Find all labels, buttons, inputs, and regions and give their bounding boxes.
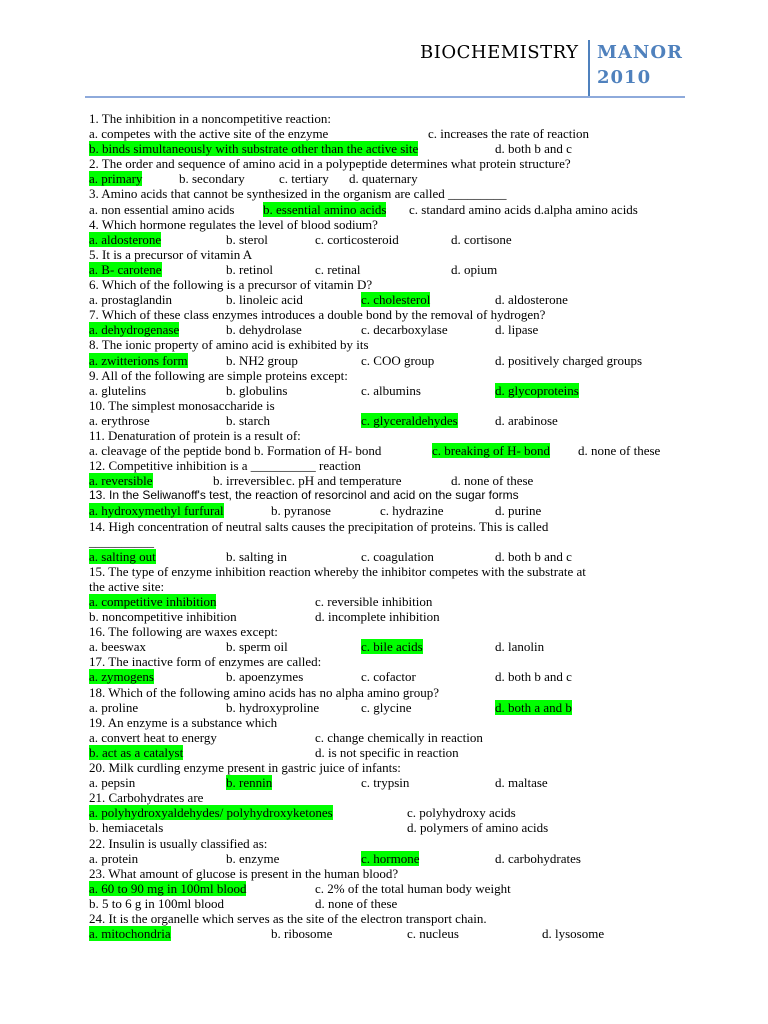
- text-line: [89, 428, 689, 443]
- header-rule: [85, 96, 685, 98]
- highlighted-answer: b. essential amino acids: [263, 201, 387, 217]
- text-segment: b. hemiacetals: [89, 820, 164, 836]
- text-segment: d. is not specific in reaction: [315, 744, 459, 760]
- highlighted-answer: a. primary: [89, 171, 143, 187]
- text-segment: b. linoleic acid: [226, 292, 303, 308]
- text-line: [89, 745, 689, 760]
- text-segment: 24. It is the organelle which serves as the site of the electron transport chain.: [89, 910, 487, 926]
- text-segment: 15. The type of enzyme inhibition reaction whereby the inhibitor competes with the substrate at: [89, 563, 586, 579]
- text-segment: 8. The ionic property of amino acid is exhibited by its: [89, 337, 369, 353]
- highlighted-answer: a. reversible: [89, 473, 153, 489]
- text-segment: c. standard amino acids d.alpha amino acids: [409, 201, 638, 217]
- text-line: [89, 398, 689, 413]
- text-line: [89, 654, 689, 669]
- text-line: [89, 141, 689, 156]
- text-segment: __________: [89, 533, 154, 549]
- text-line: [89, 639, 689, 654]
- text-segment: 2. The order and sequence of amino acid in a polypeptide determines what protein structure?: [89, 156, 571, 172]
- text-line: [89, 881, 689, 896]
- text-line: [89, 186, 689, 201]
- text-line: [89, 232, 689, 247]
- text-segment: a. cleavage of the peptide bond b. Formation of H- bond: [89, 443, 382, 459]
- text-segment: b. starch: [226, 412, 271, 428]
- text-line: [89, 292, 689, 307]
- text-segment: c. change chemically in reaction: [315, 729, 483, 745]
- text-segment: 18. Which of the following amino acids has no alpha amino group?: [89, 684, 439, 700]
- text-segment: d. none of these: [578, 443, 661, 459]
- text-segment: c. trypsin: [361, 775, 410, 791]
- text-segment: d. both b and c: [495, 548, 572, 564]
- text-line: [89, 685, 689, 700]
- text-line: [89, 488, 689, 503]
- text-segment: a. prostaglandin: [89, 292, 173, 308]
- text-segment: b. ribosome: [271, 926, 333, 942]
- text-line: [89, 775, 689, 790]
- text-line: [89, 247, 689, 262]
- text-segment: d. lanolin: [495, 639, 545, 655]
- header-title: BIOCHEMISTRY: [420, 42, 579, 63]
- text-line: [89, 503, 689, 518]
- text-segment: c. corticosteroid: [315, 231, 399, 247]
- text-segment: b. noncompetitive inhibition: [89, 609, 237, 625]
- text-segment: d. positively charged groups: [495, 352, 643, 368]
- text-segment: a. protein: [89, 850, 139, 866]
- text-segment: c. reversible inhibition: [315, 594, 433, 609]
- text-segment: c. cofactor: [361, 669, 416, 685]
- text-segment: 7. Which of these class enzymes introduces a double bond by the removal of hydrogen?: [89, 307, 546, 323]
- text-line: [89, 519, 689, 534]
- text-segment: c. 2% of the total human body weight: [315, 880, 511, 896]
- highlighted-answer: c. glyceraldehydes: [361, 412, 458, 428]
- highlighted-answer: c. breaking of H- bond: [432, 443, 551, 459]
- text-segment: c. polyhydroxy acids: [407, 805, 516, 821]
- text-line: [89, 337, 689, 352]
- text-segment: b. hydroxyproline: [226, 699, 320, 715]
- text-segment: d. incomplete inhibition: [315, 609, 440, 625]
- text-line: [89, 549, 689, 564]
- text-segment: c. COO group: [361, 352, 435, 368]
- text-segment: b. irreversible: [213, 473, 286, 489]
- text-line: [89, 171, 689, 186]
- highlighted-answer: a. zwitterions form: [89, 352, 188, 368]
- text-segment: b. dehydrolase: [226, 322, 302, 338]
- text-segment: a. convert heat to energy: [89, 729, 217, 745]
- text-segment: 14. High concentration of neutral salts causes the precipitation of proteins. This is called: [89, 518, 549, 534]
- text-segment: 16. The following are waxes except:: [89, 624, 278, 640]
- text-segment: d. cortisone: [451, 231, 512, 247]
- highlighted-answer: a. salting out: [89, 548, 156, 564]
- text-segment: 9. All of the following are simple proteins except:: [89, 367, 348, 383]
- highlighted-answer: a. dehydrogenase: [89, 322, 180, 338]
- text-segment: 3. Amino acids that cannot be synthesized in the organism are called _________: [89, 186, 507, 202]
- text-segment: d. lysosome: [542, 926, 605, 942]
- text-line: [89, 911, 689, 926]
- text-line: [89, 715, 689, 730]
- text-segment: b. secondary: [179, 171, 245, 187]
- highlighted-answer: a. mitochondria: [89, 926, 171, 942]
- text-line: [89, 564, 689, 579]
- text-segment: 5. It is a precursor of vitamin A: [89, 246, 253, 262]
- highlighted-answer: d. glycoproteins: [495, 382, 579, 398]
- text-line: [89, 307, 689, 322]
- text-line: [89, 353, 689, 368]
- text-line: [89, 458, 689, 473]
- text-segment: b. apoenzymes: [226, 669, 304, 685]
- highlighted-answer: c. hormone: [361, 850, 420, 866]
- text-segment: b. salting in: [226, 548, 288, 564]
- highlighted-answer: a. B- carotene: [89, 261, 162, 277]
- text-segment: d. lipase: [495, 322, 539, 338]
- text-line: [89, 624, 689, 639]
- text-line: [89, 217, 689, 232]
- highlighted-answer: a. 60 to 90 mg in 100ml blood: [89, 880, 247, 896]
- text-line: [89, 277, 689, 292]
- text-segment: d. both b and c: [495, 669, 572, 685]
- text-segment: b. globulins: [226, 382, 288, 398]
- text-segment: b. 5 to 6 g in 100ml blood: [89, 895, 225, 911]
- text-segment: a. beeswax: [89, 639, 147, 655]
- text-segment: b. retinol: [226, 261, 273, 277]
- text-segment: 19. An enzyme is a substance which: [89, 714, 278, 730]
- text-segment: 11. Denaturation of protein is a result of:: [89, 427, 301, 443]
- text-segment: 6. Which of the following is a precursor of vitamin D?: [89, 277, 373, 293]
- text-segment: c. tertiary: [279, 171, 329, 187]
- text-line: [89, 866, 689, 881]
- highlighted-answer: c. cholesterol: [361, 292, 431, 308]
- text-line: [89, 790, 689, 805]
- text-segment: b. sperm oil: [226, 639, 288, 655]
- text-segment: 10. The simplest monosaccharide is: [89, 397, 275, 413]
- text-segment: 17. The inactive form of enzymes are called:: [89, 654, 322, 670]
- text-line: [89, 443, 689, 458]
- highlighted-answer: c. bile acids: [361, 639, 423, 655]
- text-segment: d. polymers of amino acids: [407, 820, 549, 836]
- highlighted-answer: b. rennin: [226, 775, 273, 791]
- text-segment: b. sterol: [226, 231, 268, 247]
- text-line: [89, 926, 689, 941]
- highlighted-answer: d. both a and b: [495, 699, 572, 715]
- text-line: [89, 851, 689, 866]
- text-segment: d. maltase: [495, 775, 548, 791]
- text-segment: 22. Insulin is usually classified as:: [89, 835, 268, 851]
- text-line: [89, 156, 689, 171]
- text-line: [89, 760, 689, 775]
- text-segment: a. erythrose: [89, 412, 150, 428]
- text-segment: d. none of these: [451, 473, 534, 489]
- text-line: [89, 126, 689, 141]
- header-divider: [588, 40, 590, 96]
- text-segment: c. nucleus: [407, 926, 459, 942]
- text-segment: b. enzyme: [226, 850, 280, 866]
- highlighted-answer: a. hydroxymethyl furfural: [89, 503, 224, 519]
- text-segment: d. arabinose: [495, 412, 558, 428]
- text-line: [89, 368, 689, 383]
- text-segment: a. glutelins: [89, 382, 147, 398]
- text-segment: d. carbohydrates: [495, 850, 581, 866]
- text-segment: 20. Milk curdling enzyme present in gastric juice of infants:: [89, 760, 401, 776]
- text-line: [89, 383, 689, 398]
- highlighted-answer: a. zymogens: [89, 669, 154, 685]
- text-segment: b. pyranose: [271, 503, 331, 519]
- text-segment: c. retinal: [315, 261, 361, 277]
- text-line: [89, 820, 689, 835]
- highlighted-answer: b. binds simultaneously with substrate other than the active site: [89, 141, 419, 157]
- text-line: [89, 669, 689, 684]
- text-line: [89, 202, 689, 217]
- text-segment: d. none of these: [315, 895, 398, 911]
- header-year: 2010: [597, 67, 652, 88]
- text-segment: the active site:: [89, 578, 165, 594]
- highlighted-answer: a. aldosterone: [89, 231, 162, 247]
- text-segment: a. non essential amino acids: [89, 201, 235, 217]
- text-line: [89, 322, 689, 337]
- text-line: [89, 805, 689, 820]
- text-segment: c. glycine: [361, 699, 412, 715]
- text-segment: d. both b and c: [495, 141, 572, 157]
- text-line: [89, 700, 689, 715]
- text-segment: 21. Carbohydrates are: [89, 790, 204, 806]
- text-segment: d. purine: [495, 503, 542, 519]
- text-segment: c. increases the rate of reaction: [428, 126, 589, 142]
- text-line: [89, 836, 689, 851]
- text-line: [89, 413, 689, 428]
- highlighted-answer: a. competitive inhibition: [89, 594, 217, 609]
- text-segment: a. pepsin: [89, 775, 136, 791]
- text-line: [89, 534, 689, 549]
- text-segment: a. competes with the active site of the enzyme: [89, 126, 329, 142]
- text-segment: c. hydrazine: [380, 503, 444, 519]
- text-segment: b. NH2 group: [226, 352, 298, 368]
- highlighted-answer: b. act as a catalyst: [89, 744, 184, 760]
- text-segment: 23. What amount of glucose is present in the human blood?: [89, 865, 399, 881]
- text-segment: c. albumins: [361, 382, 421, 398]
- text-line: [89, 594, 689, 609]
- text-segment: 13. In the Seliwanoff's test, the reaction of resorcinol and acid on the sugar forms: [89, 488, 519, 503]
- text-segment: d. opium: [451, 261, 498, 277]
- text-segment: a. proline: [89, 699, 139, 715]
- text-line: [89, 473, 689, 488]
- text-line: [89, 609, 689, 624]
- text-segment: 1. The inhibition in a noncompetitive reaction:: [89, 111, 332, 126]
- text-segment: c. coagulation: [361, 548, 434, 564]
- header-author: MANOR: [597, 42, 683, 63]
- text-segment: d. quaternary: [349, 171, 418, 187]
- text-line: [89, 262, 689, 277]
- text-line: [89, 579, 689, 594]
- text-segment: 4. Which hormone regulates the level of blood sodium?: [89, 216, 378, 232]
- text-segment: c. decarboxylase: [361, 322, 448, 338]
- text-line: [89, 730, 689, 745]
- highlighted-answer: a. polyhydroxyaldehydes/ polyhydroxyketones: [89, 805, 333, 821]
- quiz-content: [89, 111, 689, 941]
- text-line: [89, 896, 689, 911]
- text-line: [89, 111, 689, 126]
- text-segment: c. pH and temperature: [286, 473, 402, 489]
- text-segment: d. aldosterone: [495, 292, 568, 308]
- text-segment: 12. Competitive inhibition is a __________ reaction: [89, 458, 361, 474]
